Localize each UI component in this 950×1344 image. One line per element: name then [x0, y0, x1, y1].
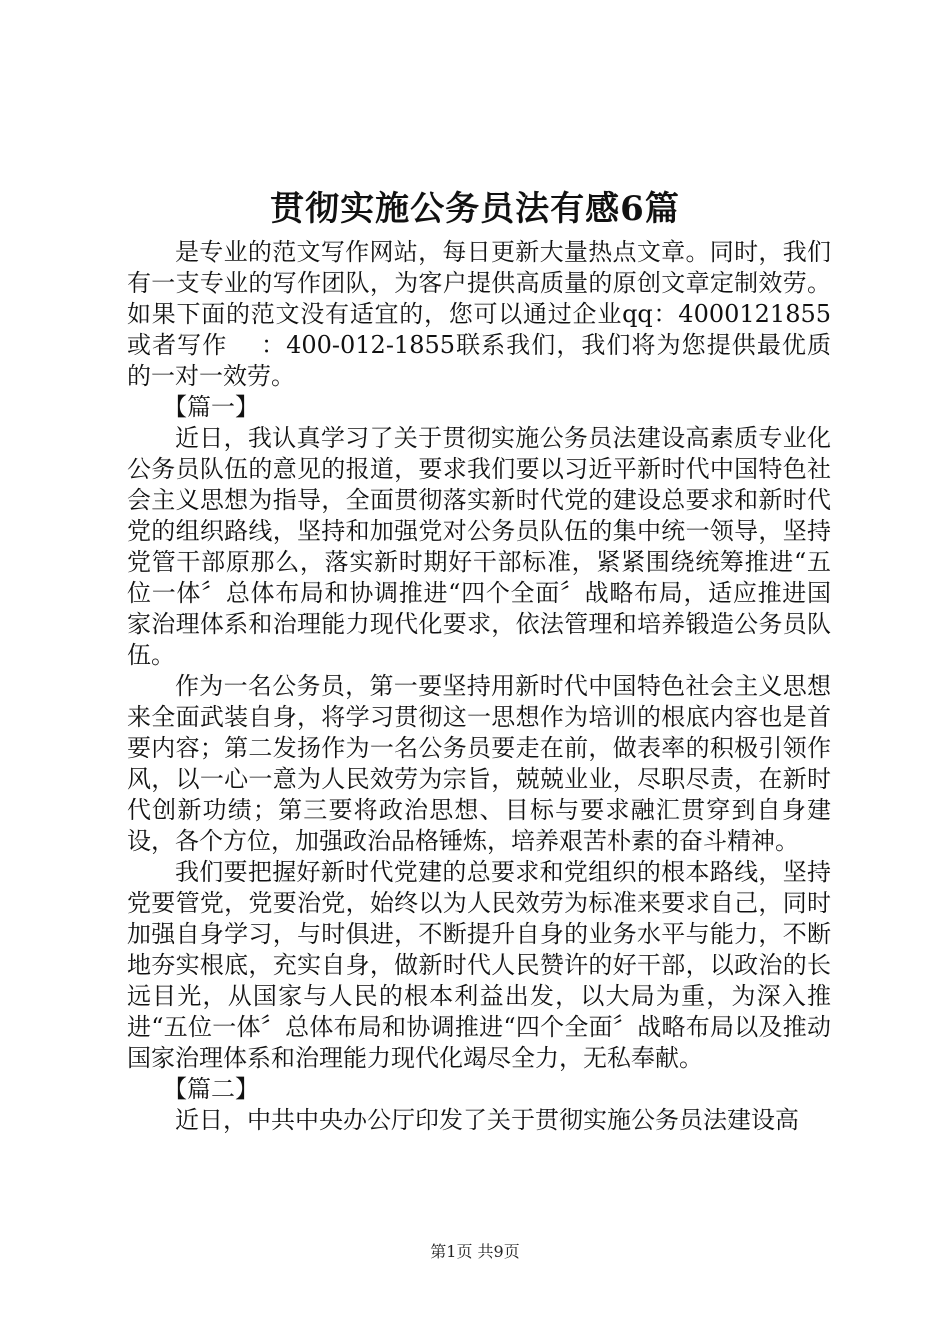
- document-title: 贯彻实施公务员法有感6篇: [270, 189, 680, 229]
- section-heading-2: 【篇二】: [163, 1075, 259, 1103]
- section1-paragraph-2: 作为一名公务员，第一要坚持用新时代中国特色社会主义思想来全面武装自身，将学习贯彻这一思想作为培训的根底内容也是首要内容；第二发扬作为一名公务员要走在前，做表率的积极引领作风，以一心一意为人民效劳为宗旨，兢兢业业，尽职尽责，在新时代创新功绩；第三要将政治思想、目标与要求融汇贯穿到自身建设，各个方位，加强政治品格锤炼，培养艰苦朴素的奋斗精神。: [127, 672, 831, 855]
- document-body: [127, 237, 831, 1136]
- page-footer: 第1页 共9页: [430, 1242, 520, 1261]
- section2-paragraph-1: 近日，中共中央办公厅印发了关于贯彻实施公务员法建设高: [175, 1106, 799, 1134]
- section1-paragraph-1: 近日，我认真学习了关于贯彻实施公务员法建设高素质专业化公务员队伍的意见的报道，要求我们要以习近平新时代中国特色社会主义思想为指导，全面贯彻落实新时代党的建设总要求和新时代党的组织路线，坚持和加强党对公务员队伍的集中统一领导，坚持党管干部原那么，落实新时期好干部标准，紧紧围绕统筹推进“五位一体〞总体布局和协调推进“四个全面〞战略布局，适应推进国家治理体系和治理能力现代化要求，依法管理和培养锻造公务员队伍。: [127, 424, 831, 669]
- section1-paragraph-3: 我们要把握好新时代党建的总要求和党组织的根本路线，坚持党要管党，党要治党，始终以为人民效劳为标准来要求自己，同时加强自身学习，与时俱进，不断提升自身的业务水平与能力，不断地夯实根底，充实自身，做新时代人民赞许的好干部，以政治的长远目光，从国家与人民的根本利益出发，以大局为重，为深入推进“五位一体〞总体布局和协调推进“四个全面〞战略布局以及推动国家治理体系和治理能力现代化竭尽全力，无私奉献。: [127, 858, 831, 1072]
- intro-paragraph: 是专业的范文写作网站，每日更新大量热点文章。同时，我们有一支专业的写作团队，为客户提供高质量的原创文章定制效劳。如果下面的范文没有适宜的，您可以通过企业qq：4000121855或者写作 ：400-012-1855联系我们，我们将为您提供最优质的一对一效劳。: [127, 238, 831, 390]
- section-heading-1: 【篇一】: [163, 393, 259, 421]
